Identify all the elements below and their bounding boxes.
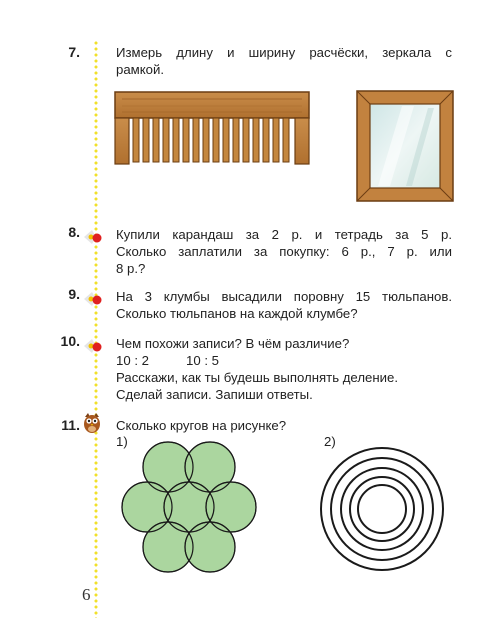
task-10-number: 10. [60,333,80,349]
framed-mirror-image [356,90,454,202]
task-8-number: 8. [68,224,80,240]
task-7-number: 7. [68,44,80,60]
concentric-circles-figure [318,445,448,575]
task-7-line-2: рамкой. [116,62,165,77]
task-11-line-1: Сколько кругов на рисунке? [116,418,287,433]
page-number: 6 [82,585,91,604]
task-9-line-1: На 3 клумбы высадили поровну 15 тюльпанов. [116,289,452,304]
task-8-line-1: Купили карандаш за 2 р. и тетрадь за 5 р. [116,227,452,242]
comb-image [112,90,312,170]
task-9-number: 9. [68,286,80,302]
task-8-line-2: Сколько заплатили за покупку: 6 р., 7 р. или [116,244,452,259]
figure-1-label: 1) [116,434,128,449]
red-dot-marker-icon [84,291,104,307]
task-10-line-1: Чем похожи записи? В чём различие? [116,336,350,351]
margin-dotted-line [93,40,99,618]
owl-icon [82,412,102,434]
task-10-line-3: Сделай записи. Запиши ответы. [116,387,313,402]
task-9-line-2: Сколько тюльпанов на каждой клумбе? [116,306,358,321]
task-10-line-2: Расскажи, как ты будешь выполнять деление. [116,370,398,385]
overlapping-circles-figure [115,440,275,582]
figure-2-label: 2) [324,434,336,449]
task-11-number: 11. [61,417,80,433]
task-7-line-1: Измерь длину и ширину расчёски, зеркала с [116,45,452,60]
task-8-line-3: 8 р.? [116,261,146,276]
red-dot-marker-icon [84,338,104,354]
task-10-expression-1: 10 : 2 [116,353,149,368]
red-dot-marker-icon [84,229,104,245]
task-10-expression-2: 10 : 5 [186,353,219,368]
